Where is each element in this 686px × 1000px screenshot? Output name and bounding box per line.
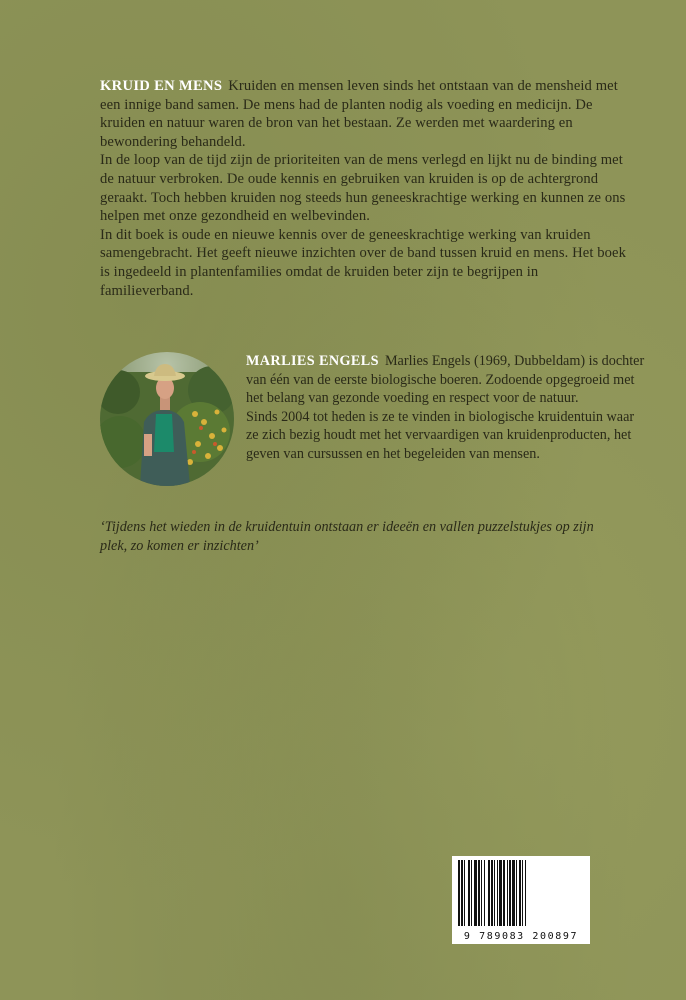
barcode-bar xyxy=(497,860,498,926)
author-bio xyxy=(246,352,646,464)
barcode-bar xyxy=(522,860,523,926)
barcode-bar xyxy=(499,860,502,926)
barcode-bar xyxy=(458,860,460,926)
barcode-bar xyxy=(519,860,521,926)
intro-heading: KRUID EN MENS xyxy=(100,78,223,94)
barcode-bar xyxy=(461,860,463,926)
author-quote: ‘Tijdens het wieden in de kruidentuin ontstaan er ideeën en vallen puzzelstukjes op zijn plek, zo komen er inzichten’ xyxy=(100,519,594,554)
barcode-bar xyxy=(491,860,493,926)
barcode-bar xyxy=(507,860,508,926)
author-photo xyxy=(100,352,234,486)
barcode-bar xyxy=(488,860,490,926)
barcode-bar xyxy=(494,860,495,926)
barcode-bar xyxy=(471,860,472,926)
bio-paragraph-2: Sinds 2004 tot heden is ze te vinden in biologische kruidentuin waar ze zich bezig houdt met het vervaardigen van kruidenproducten, het geven van cursussen en het begeleiden van mensen. xyxy=(246,408,635,462)
intro-paragraph-2: In de loop van de tijd zijn de prioriteiten van de mens verlegd en lijkt nu de binding met de natuur verbroken. De oude kennis en gebruiken van kruiden is op de achtergrond geraakt. Toch hebben kruiden nog steeds hun geneeskrachtige werking en kunnen ze ons helpen met onze gezondheid en welbevinden. xyxy=(100,152,626,225)
barcode-bar xyxy=(509,860,511,926)
barcode-bar xyxy=(474,860,477,926)
intro-paragraph-1 xyxy=(100,77,630,151)
barcode-bar xyxy=(525,860,526,926)
barcode-bar xyxy=(478,860,480,926)
author-section xyxy=(100,352,660,492)
intro-section xyxy=(100,77,630,300)
barcode-bar xyxy=(464,860,465,926)
barcode-bar xyxy=(516,860,517,926)
barcode-bars xyxy=(452,856,590,930)
intro-text-1: Kruiden en mensen leven sinds het ontstaan van de mensheid met een innige band samen. De mens had de planten nodig als voeding en medicijn. De kruiden en natuur waren de bron van het bestaan. Ze werden met waardering en bewondering behandeld. xyxy=(100,78,618,150)
barcode-bar xyxy=(484,860,485,926)
intro-paragraph-3: In dit boek is oude en nieuwe kennis over de geneeskrachtige werking van kruiden samengebracht. Het geeft nieuwe inzichten over de band tussen kruid en mens. Het boek is ingedeeld in plantenfamilies omdat de kruiden beter zijn te begrijpen in familieverband. xyxy=(100,226,626,299)
isbn-number: 9 789083 200897 xyxy=(463,931,579,942)
barcode-bar xyxy=(468,860,470,926)
barcode-bar xyxy=(512,860,515,926)
author-photo-image xyxy=(100,352,234,486)
barcode-bar xyxy=(503,860,505,926)
bio-text-1: Marlies Engels (1969, Dubbeldam) is dochter van één van de eerste biologische boeren. Zodoende opgegroeid met het belang van gezonde voeding en respect voor de natuur. xyxy=(246,353,645,407)
isbn-barcode xyxy=(452,856,590,944)
barcode-bar xyxy=(481,860,482,926)
author-heading: MARLIES ENGELS xyxy=(246,353,379,369)
bio-paragraph-1 xyxy=(246,352,646,408)
